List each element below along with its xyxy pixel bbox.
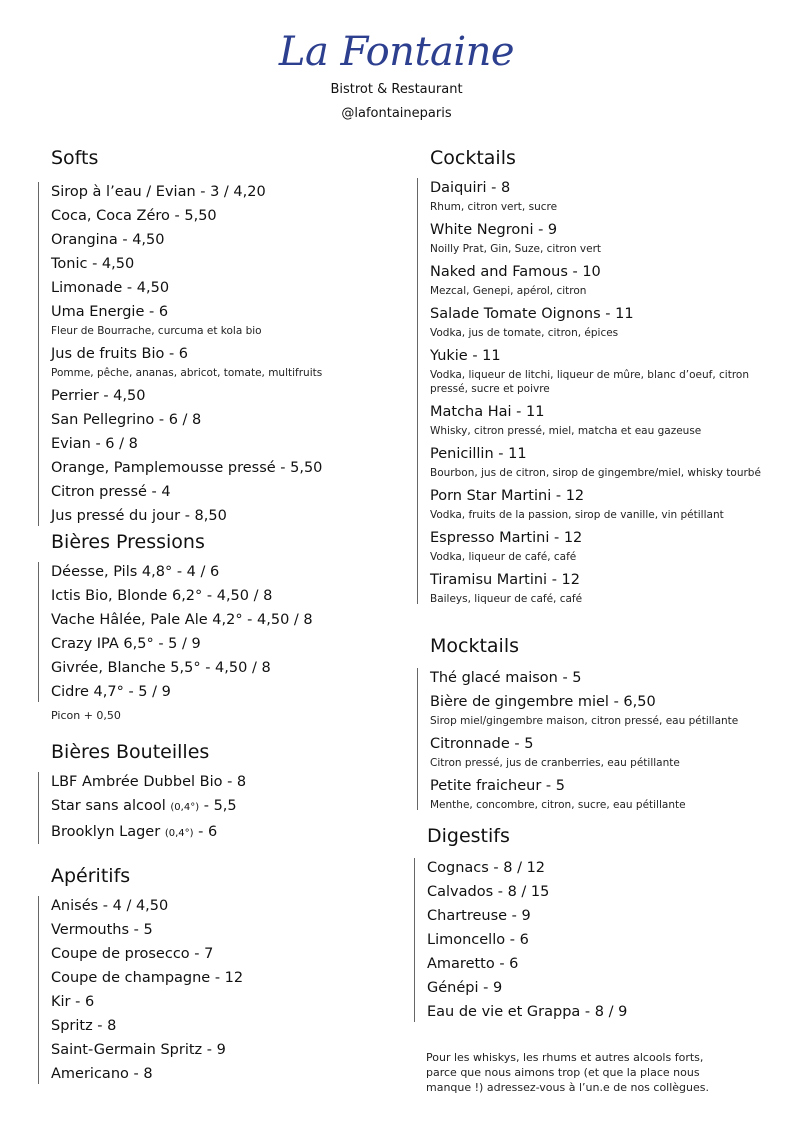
item-name: Thé glacé maison - 5 [430,670,582,686]
section-title: Softs [51,147,99,169]
item-name: Perrier - 4,50 [51,388,146,404]
menu-item [51,480,401,504]
item-name: Crazy IPA 6,5° - 5 / 9 [51,636,201,652]
menu-item [51,1014,401,1038]
menu-item [427,976,770,1000]
item-name: White Negroni - 9 [430,222,558,238]
item-name: Cidre 4,7° - 5 / 9 [51,684,171,700]
item-description: Citron pressé, jus de cranberries, eau pétillante [430,757,680,769]
menu-item [430,176,770,214]
menu-item [51,560,401,584]
menu-item [51,408,401,432]
section-mocktails [430,634,770,824]
menu-item [51,432,401,456]
item-price: - 6 [193,824,218,840]
menu-item [51,990,401,1014]
section-title: Apéritifs [51,865,131,887]
menu-item [51,456,401,480]
menu-item [427,880,770,904]
item-name: Calvados - 8 / 15 [427,884,550,900]
item-name: Limonade - 4,50 [51,280,170,296]
item-name: Tonic - 4,50 [51,256,135,272]
item-list [430,666,770,812]
item-name: Spritz - 8 [51,1018,117,1034]
item-name: Coca, Coca Zéro - 5,50 [51,208,217,224]
item-name: Daiquiri - 8 [430,180,511,196]
menu-item [430,302,770,340]
menu-item [430,484,770,522]
item-description: Baileys, liqueur de café, café [430,593,583,605]
menu-item [51,584,401,608]
menu-item [51,228,401,252]
item-description: Mezcal, Genepi, apérol, citron [430,285,587,297]
menu-item [51,252,401,276]
item-name: Naked and Famous - 10 [430,264,601,280]
menu-item [51,608,401,632]
item-description: Rhum, citron vert, sucre [430,201,558,213]
item-description: Vodka, liqueur de litchi, liqueur de mûre, blanc d’oeuf, citron pressé, sucre et poivre [430,369,749,395]
menu-item [51,300,401,338]
menu-item [51,180,401,204]
menu-item [427,928,770,952]
item-description: Bourbon, jus de citron, sirop de gingembre/miel, whisky tourbé [430,467,761,479]
menu-item [430,526,770,564]
item-list [51,894,401,1086]
item-name: Salade Tomate Oignons - 11 [430,306,634,322]
section-title: Mocktails [430,635,520,657]
right-column [427,146,770,1024]
item-name: Uma Energie - 6 [51,304,169,320]
menu-item [430,732,770,770]
menu-item [51,504,401,528]
item-name: San Pellegrino - 6 / 8 [51,412,202,428]
item-name: Eau de vie et Grappa - 8 / 9 [427,1004,628,1020]
menu-item [427,952,770,976]
menu-item [51,632,401,656]
item-name: Bière de gingembre miel - 6,50 [430,694,656,710]
menu-item [51,276,401,300]
item-name: Génépi - 9 [427,980,503,996]
item-name: Jus de fruits Bio - 6 [51,346,189,362]
item-list [427,856,770,1024]
item-name: Jus pressé du jour - 8,50 [51,508,227,524]
item-description: Fleur de Bourrache, curcuma et kola bio [51,325,262,337]
section-title: Cocktails [430,147,516,169]
picon-note: Picon + 0,50 [51,709,121,722]
social-handle: @lafontaineparis [341,106,452,121]
item-name: Penicillin - 11 [430,446,527,462]
item-name: Ictis Bio, Blonde 6,2° - 4,50 / 8 [51,588,273,604]
menu-item [430,218,770,256]
section-title: Bières Pressions [51,531,205,553]
item-name: Citronnade - 5 [430,736,534,752]
menu-item [430,442,770,480]
section-cocktails [430,146,770,634]
menu-item [51,794,401,820]
item-name: Yukie - 11 [430,348,501,364]
item-name: Vache Hâlée, Pale Ale 4,2° - 4,50 / 8 [51,612,313,628]
menu-item [51,942,401,966]
menu-item [51,384,401,408]
menu-item [51,820,401,846]
item-description: Menthe, concombre, citron, sucre, eau pétillante [430,799,686,811]
item-name: Star sans alcool [51,798,171,814]
menu-item [430,568,770,606]
logo: La Fontaine [278,29,515,75]
section-bieres-bouteilles [51,740,401,864]
menu-item [51,656,401,680]
item-name: Espresso Martini - 12 [430,530,583,546]
item-list [51,180,401,528]
item-name: Cognacs - 8 / 12 [427,860,546,876]
footnote: Pour les whiskys, les rhums et autres alcools forts, parce que nous aimons trop (et que la place nous manque !) adressez-vous à l’un.e de nos collègues. [426,1051,710,1094]
menu-item [51,770,401,794]
section-aperitifs [51,864,401,1086]
item-name: Citron pressé - 4 [51,484,171,500]
section-softs [51,146,401,530]
item-list [51,560,401,704]
menu-item [51,680,401,704]
item-name: Americano - 8 [51,1066,153,1082]
item-name: Tiramisu Martini - 12 [430,572,580,588]
item-name: Limoncello - 6 [427,932,529,948]
menu-item [427,1000,770,1024]
menu-item [427,856,770,880]
item-description: Sirop miel/gingembre maison, citron pressé, eau pétillante [430,715,739,727]
item-description: Vodka, jus de tomate, citron, épices [430,327,619,339]
menu-item [51,204,401,228]
item-name: Evian - 6 / 8 [51,436,138,452]
item-list [51,770,401,846]
menu-item [51,1062,401,1086]
section-title: Bières Bouteilles [51,741,210,763]
section-digestifs [427,824,770,1024]
menu-item [427,904,770,928]
left-column [51,146,401,1086]
item-description: Pomme, pêche, ananas, abricot, tomate, multifruits [51,367,323,379]
item-name: Sirop à l’eau / Evian - 3 / 4,20 [51,184,266,200]
item-name: Chartreuse - 9 [427,908,531,924]
item-list [430,176,770,606]
item-name: Vermouths - 5 [51,922,153,938]
menu-item [51,1038,401,1062]
item-name: Kir - 6 [51,994,95,1010]
item-name: Matcha Hai - 11 [430,404,545,420]
menu-item [51,342,401,380]
item-name: Déesse, Pils 4,8° - 4 / 6 [51,564,220,580]
item-abv: (0,4°) [170,802,200,813]
menu-item [430,690,770,728]
menu-item [51,918,401,942]
item-description: Noilly Prat, Gin, Suze, citron vert [430,243,602,255]
item-name: Porn Star Martini - 12 [430,488,585,504]
item-price: - 5,5 [199,798,237,814]
menu-item [430,260,770,298]
menu-item [430,774,770,812]
section-bieres-pressions [51,530,401,740]
item-name: Anisés - 4 / 4,50 [51,898,169,914]
item-name: Givrée, Blanche 5,5° - 4,50 / 8 [51,660,271,676]
item-name: Orangina - 4,50 [51,232,165,248]
menu-item [430,344,770,396]
item-name: Orange, Pamplemousse pressé - 5,50 [51,460,323,476]
item-name: Coupe de prosecco - 7 [51,946,214,962]
item-description: Whisky, citron pressé, miel, matcha et eau gazeuse [430,425,702,437]
item-description: Vodka, fruits de la passion, sirop de vanille, vin pétillant [430,509,724,521]
menu-item [51,966,401,990]
section-title: Digestifs [427,825,510,847]
item-name: Amaretto - 6 [427,956,519,972]
menu-item [430,666,770,690]
item-name: Coupe de champagne - 12 [51,970,244,986]
item-name: Petite fraicheur - 5 [430,778,565,794]
item-abv: (0,4°) [164,828,194,839]
item-description: Vodka, liqueur de café, café [430,551,577,563]
item-name: Saint-Germain Spritz - 9 [51,1042,226,1058]
menu-item [51,894,401,918]
item-name: Brooklyn Lager [51,824,165,840]
subtitle: Bistrot & Restaurant [330,82,463,97]
item-name: LBF Ambrée Dubbel Bio - 8 [51,774,247,790]
menu-item [430,400,770,438]
